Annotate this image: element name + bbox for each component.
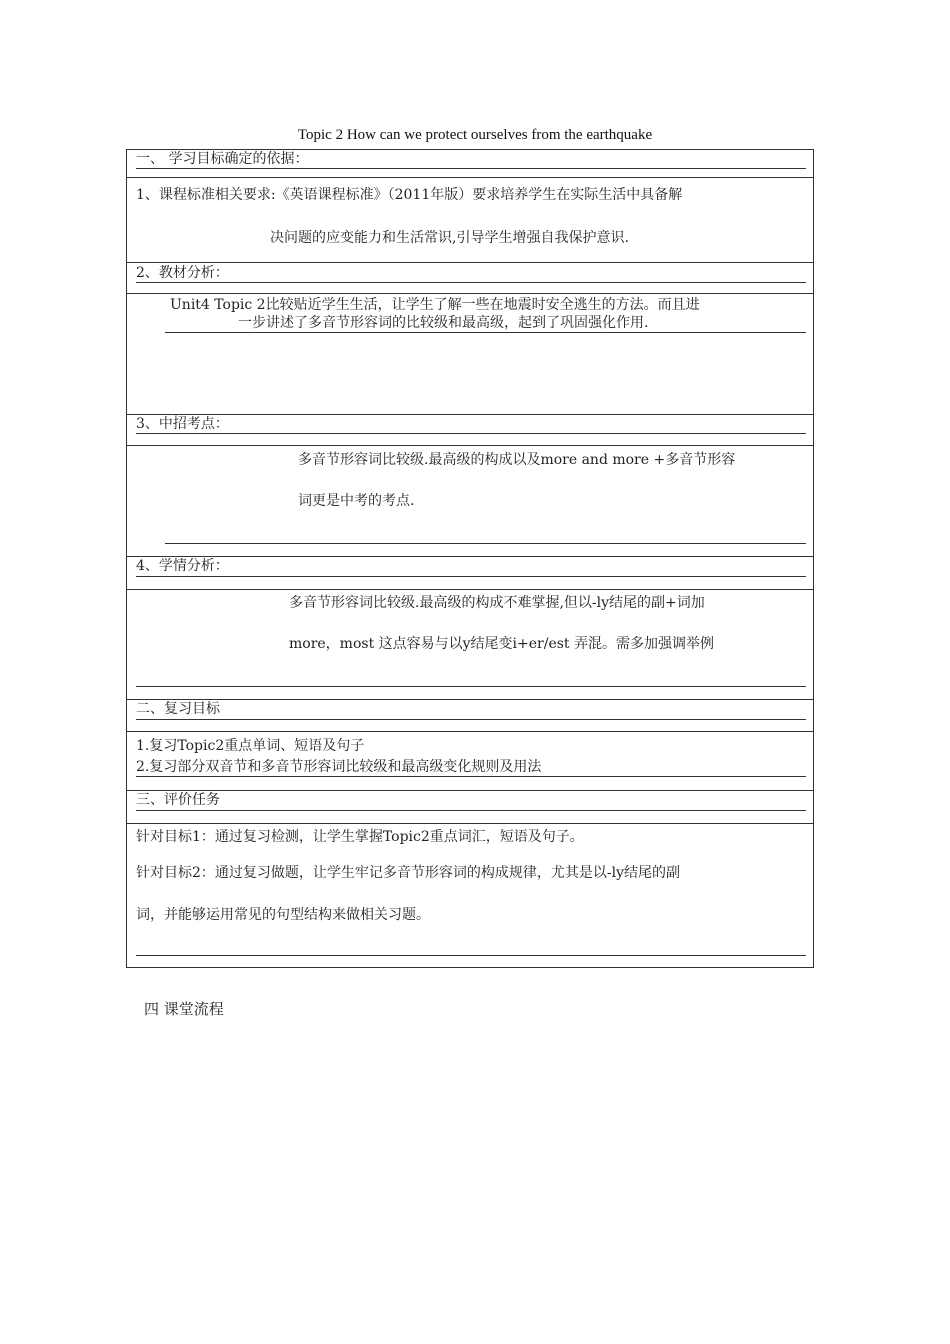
row-divider (127, 414, 813, 415)
row-divider (127, 699, 813, 700)
row-divider (127, 790, 813, 791)
row-divider (127, 589, 813, 590)
row-divider (127, 731, 813, 732)
review-item-2: 2.复习部分双音节和多音节形容词比较级和最高级变化规则及用法 (136, 759, 542, 775)
textbook-line-1: Unit4 Topic 2比较贴近学生生活，让学生了解一些在地震时安全逃生的方法。而且进 (170, 297, 700, 313)
evaluation-heading: 三、评价任务 (136, 792, 220, 808)
students-heading: 4、学情分析： (136, 558, 229, 574)
lesson-plan-table (126, 149, 814, 968)
underline (136, 433, 806, 434)
review-heading: 二、复习目标 (136, 701, 220, 717)
students-line-1: 多音节形容词比较级.最高级的构成不难掌握,但以-ly结尾的副+词加 (289, 595, 705, 611)
underline (136, 955, 806, 956)
underline (165, 543, 806, 544)
review-item-1: 1.复习Topic2重点单词、短语及句子 (136, 738, 365, 754)
textbook-line-2: 一步讲述了多音节形容词的比较级和最高级，起到了巩固强化作用. (238, 315, 649, 331)
underline (136, 810, 806, 811)
textbook-heading: 2、教材分析： (136, 265, 229, 281)
evaluation-line-1: 针对目标1：通过复习检测，让学生掌握Topic2重点词汇，短语及句子。 (136, 829, 584, 845)
basis-heading: 一、 学习目标确定的依据： (136, 151, 309, 167)
row-divider (127, 823, 813, 824)
row-divider (127, 177, 813, 178)
row-divider (127, 293, 813, 294)
row-divider (127, 262, 813, 263)
exam-line-2: 词更是中考的考点. (298, 493, 415, 509)
curriculum-line-2: 决问题的应变能力和生活常识,引导学生增强自我保护意识. (270, 230, 629, 246)
exam-heading: 3、中招考点： (136, 416, 229, 432)
document-title: Topic 2 How can we protect ourselves from the earthquake (297, 127, 653, 143)
section-heading-class-process: 四 课堂流程 (144, 1000, 224, 1018)
underline (136, 686, 806, 687)
underline (165, 332, 806, 333)
underline (136, 576, 806, 577)
row-divider (127, 445, 813, 446)
evaluation-line-2: 针对目标2：通过复习做题，让学生牢记多音节形容词的构成规律，尤其是以-ly结尾的副 (136, 865, 681, 881)
students-line-2: more，most 这点容易与以y结尾变i+er/est 弄混。需多加强调举例 (289, 636, 715, 652)
curriculum-line-1: 1、课程标准相关要求:《英语课程标准》（2011年版）要求培养学生在实际生活中具备解 (136, 187, 683, 203)
exam-line-1: 多音节形容词比较级.最高级的构成以及more and more +多音节形容 (298, 452, 736, 468)
underline (136, 282, 806, 283)
underline (136, 168, 806, 169)
underline (136, 776, 806, 777)
row-divider (127, 556, 813, 557)
underline (136, 719, 806, 720)
evaluation-line-3: 词，并能够运用常见的句型结构来做相关习题。 (136, 907, 430, 923)
